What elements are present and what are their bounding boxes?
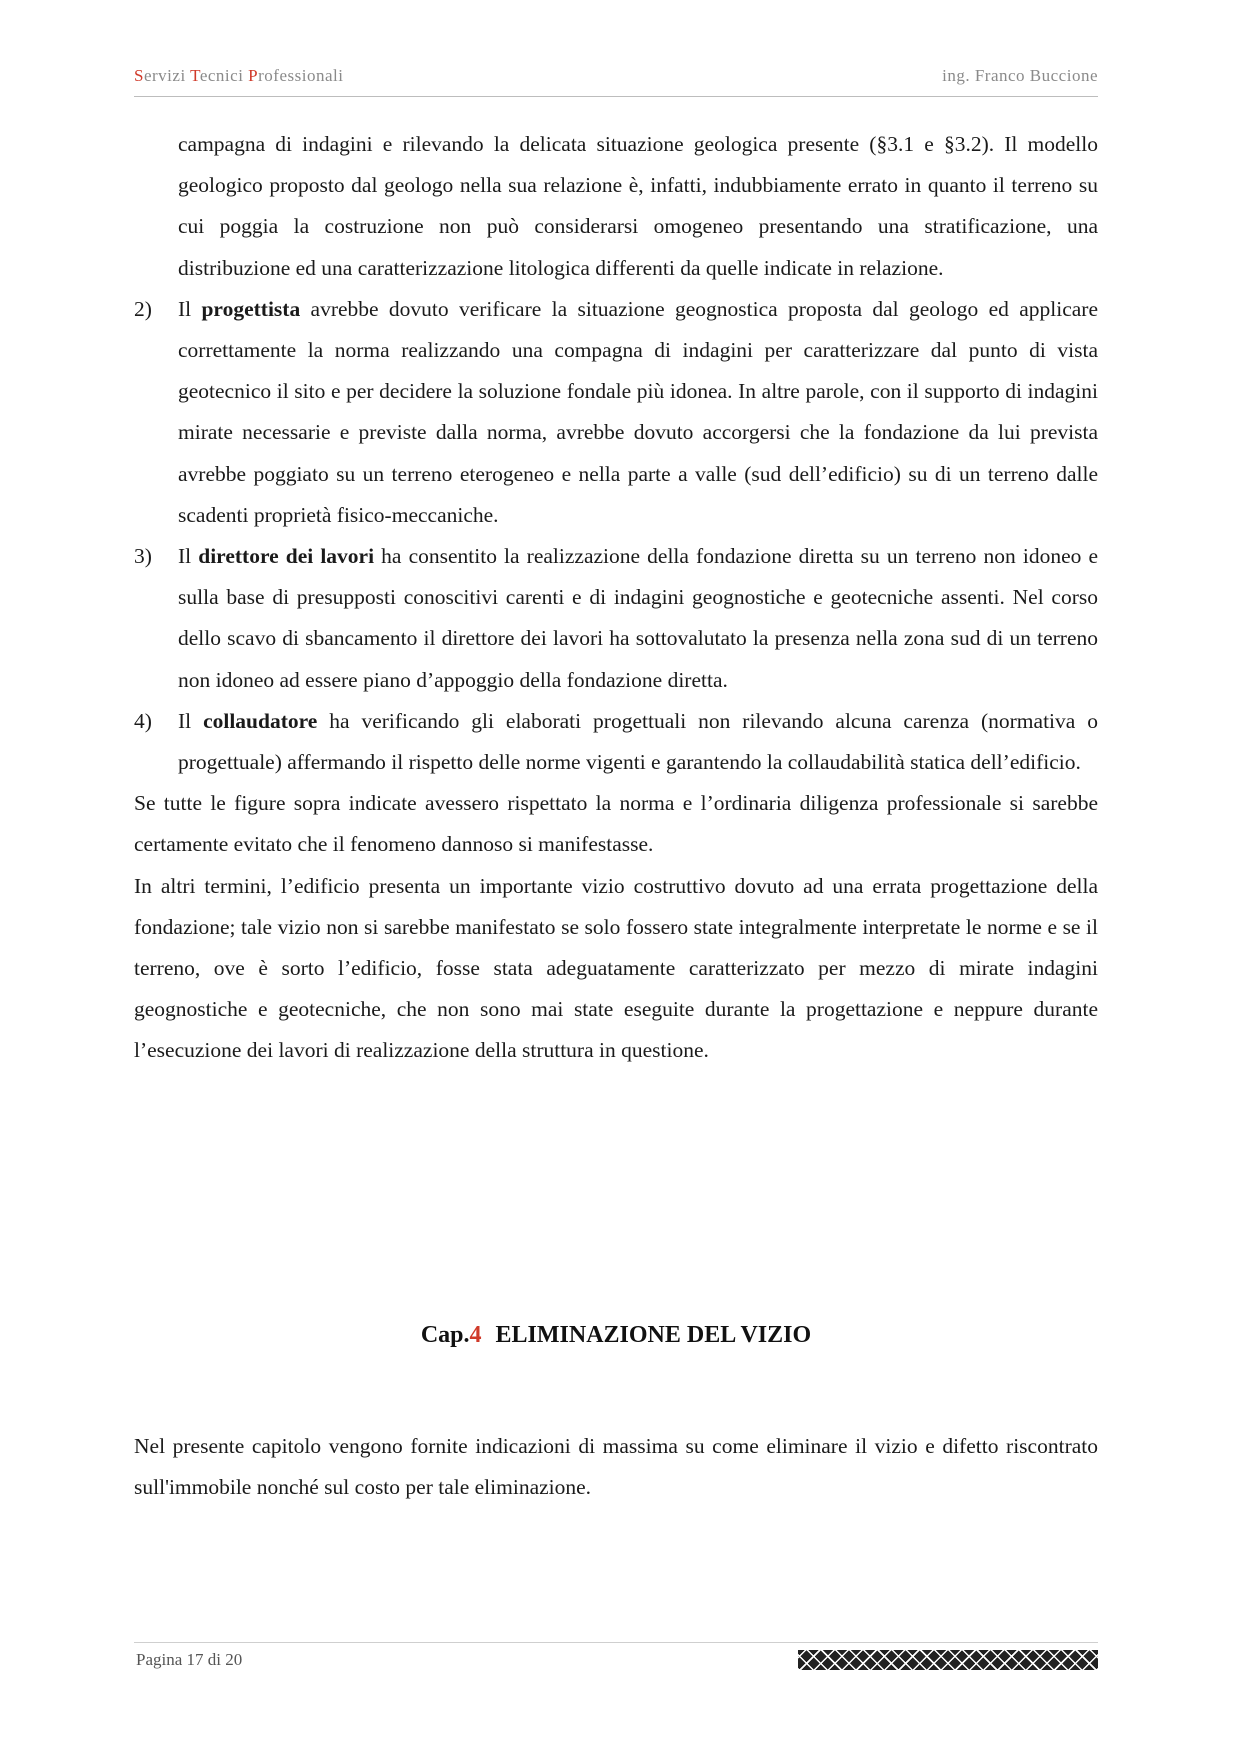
list-item-text: ha verificando gli elaborati progettuali non rilevando alcuna carenza (normativa o progettuale) affermando il rispetto delle norme vigenti e garantendo la collaudabilità statica dell’edificio. bbox=[178, 708, 1098, 775]
list-item-lead: Il bbox=[178, 708, 204, 733]
list-item-lead: Il bbox=[178, 544, 199, 569]
list-item-text: avrebbe dovuto verificare la situazione geognostica proposta dal geologo ed applicare correttamente la norma realizzando una compagna di indagini per caratterizzare dal punto di vista geotecnico il sito e per decidere la soluzione fondale più idonea. In altre parole, con il supporto di indagini mirate necessarie e previste dalla norma, avrebbe dovuto accorgersi che la fondazione da lui prevista avrebbe poggiato su un terreno eterogeneo e nella parte a valle (sud dell’edificio) su di un terreno dalle scadenti proprietà fisico-meccaniche. bbox=[178, 296, 1098, 527]
list-item-role: progettista bbox=[201, 296, 301, 321]
chapter-intro-paragraph: Nel presente capitolo vengono fornite indicazioni di massima su come eliminare il vizio e difetto riscontrato sull'immobile nonché sul costo per tale eliminazione. bbox=[134, 1433, 1098, 1499]
page-number: Pagina 17 di 20 bbox=[136, 1650, 243, 1669]
header-firm-name bbox=[134, 66, 343, 86]
footer-divider bbox=[134, 1642, 1098, 1643]
header-initial: P bbox=[248, 66, 259, 85]
header-word: ervizi bbox=[143, 66, 191, 85]
continuation-paragraph: campagna di indagini e rilevando la delicata situazione geologica presente (§3.1 e §3.2). Il modello geologico proposto dal geologo nella sua relazione è, infatti, indubbiamente errato in quanto il terreno su cui poggia la costruzione non può considerarsi omogeneo presentando una stratificazione, una distribuzione ed una caratterizzazione litologica differenti da quelle indicate in relazione. bbox=[178, 132, 1098, 280]
chapter-heading bbox=[134, 1322, 1098, 1349]
list-item bbox=[134, 701, 1098, 783]
list-item bbox=[134, 289, 1098, 536]
chapter-number: 4 bbox=[469, 1322, 482, 1348]
list-item-text: ha consentito la realizzazione della fondazione diretta su un terreno non idoneo e sulla base di presupposti conoscitivi carenti e di indagini geognostiche e geotecniche assenti. Nel corso dello scavo di sbancamento il direttore dei lavori ha sottovalutato la presenza nella zona sud di un terreno non idoneo ad essere piano d’appoggio della fondazione diretta. bbox=[178, 544, 1099, 692]
page-header bbox=[134, 66, 1098, 96]
header-initial: T bbox=[190, 66, 200, 85]
header-word: rofessionali bbox=[258, 66, 344, 85]
list-item bbox=[134, 536, 1098, 701]
header-author: ing. Franco Buccione bbox=[942, 66, 1098, 85]
footer-decorative-pattern bbox=[798, 1650, 1098, 1670]
list-item-role: collaudatore bbox=[203, 708, 318, 733]
list-item-number: 4) bbox=[134, 708, 152, 733]
chapter-title: ELIMINAZIONE DEL VIZIO bbox=[495, 1322, 812, 1348]
list-item-number: 2) bbox=[134, 296, 152, 321]
body-paragraph: In altri termini, l’edificio presenta un importante vizio costruttivo dovuto ad una errata progettazione della fondazione; tale vizio non si sarebbe manifestato se solo fossero state integralmente interpretate le norme e se il terreno, ove è sorto l’edificio, fosse stata adeguatamente caratterizzato per mezzo di mirate indagini geognostiche e geotecniche, che non sono mai state eseguite durante la progettazione e neppure durante l’esecuzione dei lavori di realizzazione della struttura in questione. bbox=[134, 873, 1098, 1063]
document-body bbox=[134, 124, 1098, 1072]
header-divider bbox=[134, 96, 1098, 97]
header-initial: S bbox=[134, 66, 144, 85]
list-item-lead: Il bbox=[178, 296, 202, 321]
list-item-role: direttore dei lavori bbox=[198, 544, 375, 569]
list-item-number: 3) bbox=[134, 544, 152, 569]
header-word: ecnici bbox=[199, 66, 249, 85]
body-paragraph: Se tutte le figure sopra indicate avessero rispettato la norma e l’ordinaria diligenza professionale si sarebbe certamente evitato che il fenomeno dannoso si manifestasse. bbox=[134, 791, 1098, 857]
chapter-prefix: Cap. bbox=[420, 1322, 470, 1348]
